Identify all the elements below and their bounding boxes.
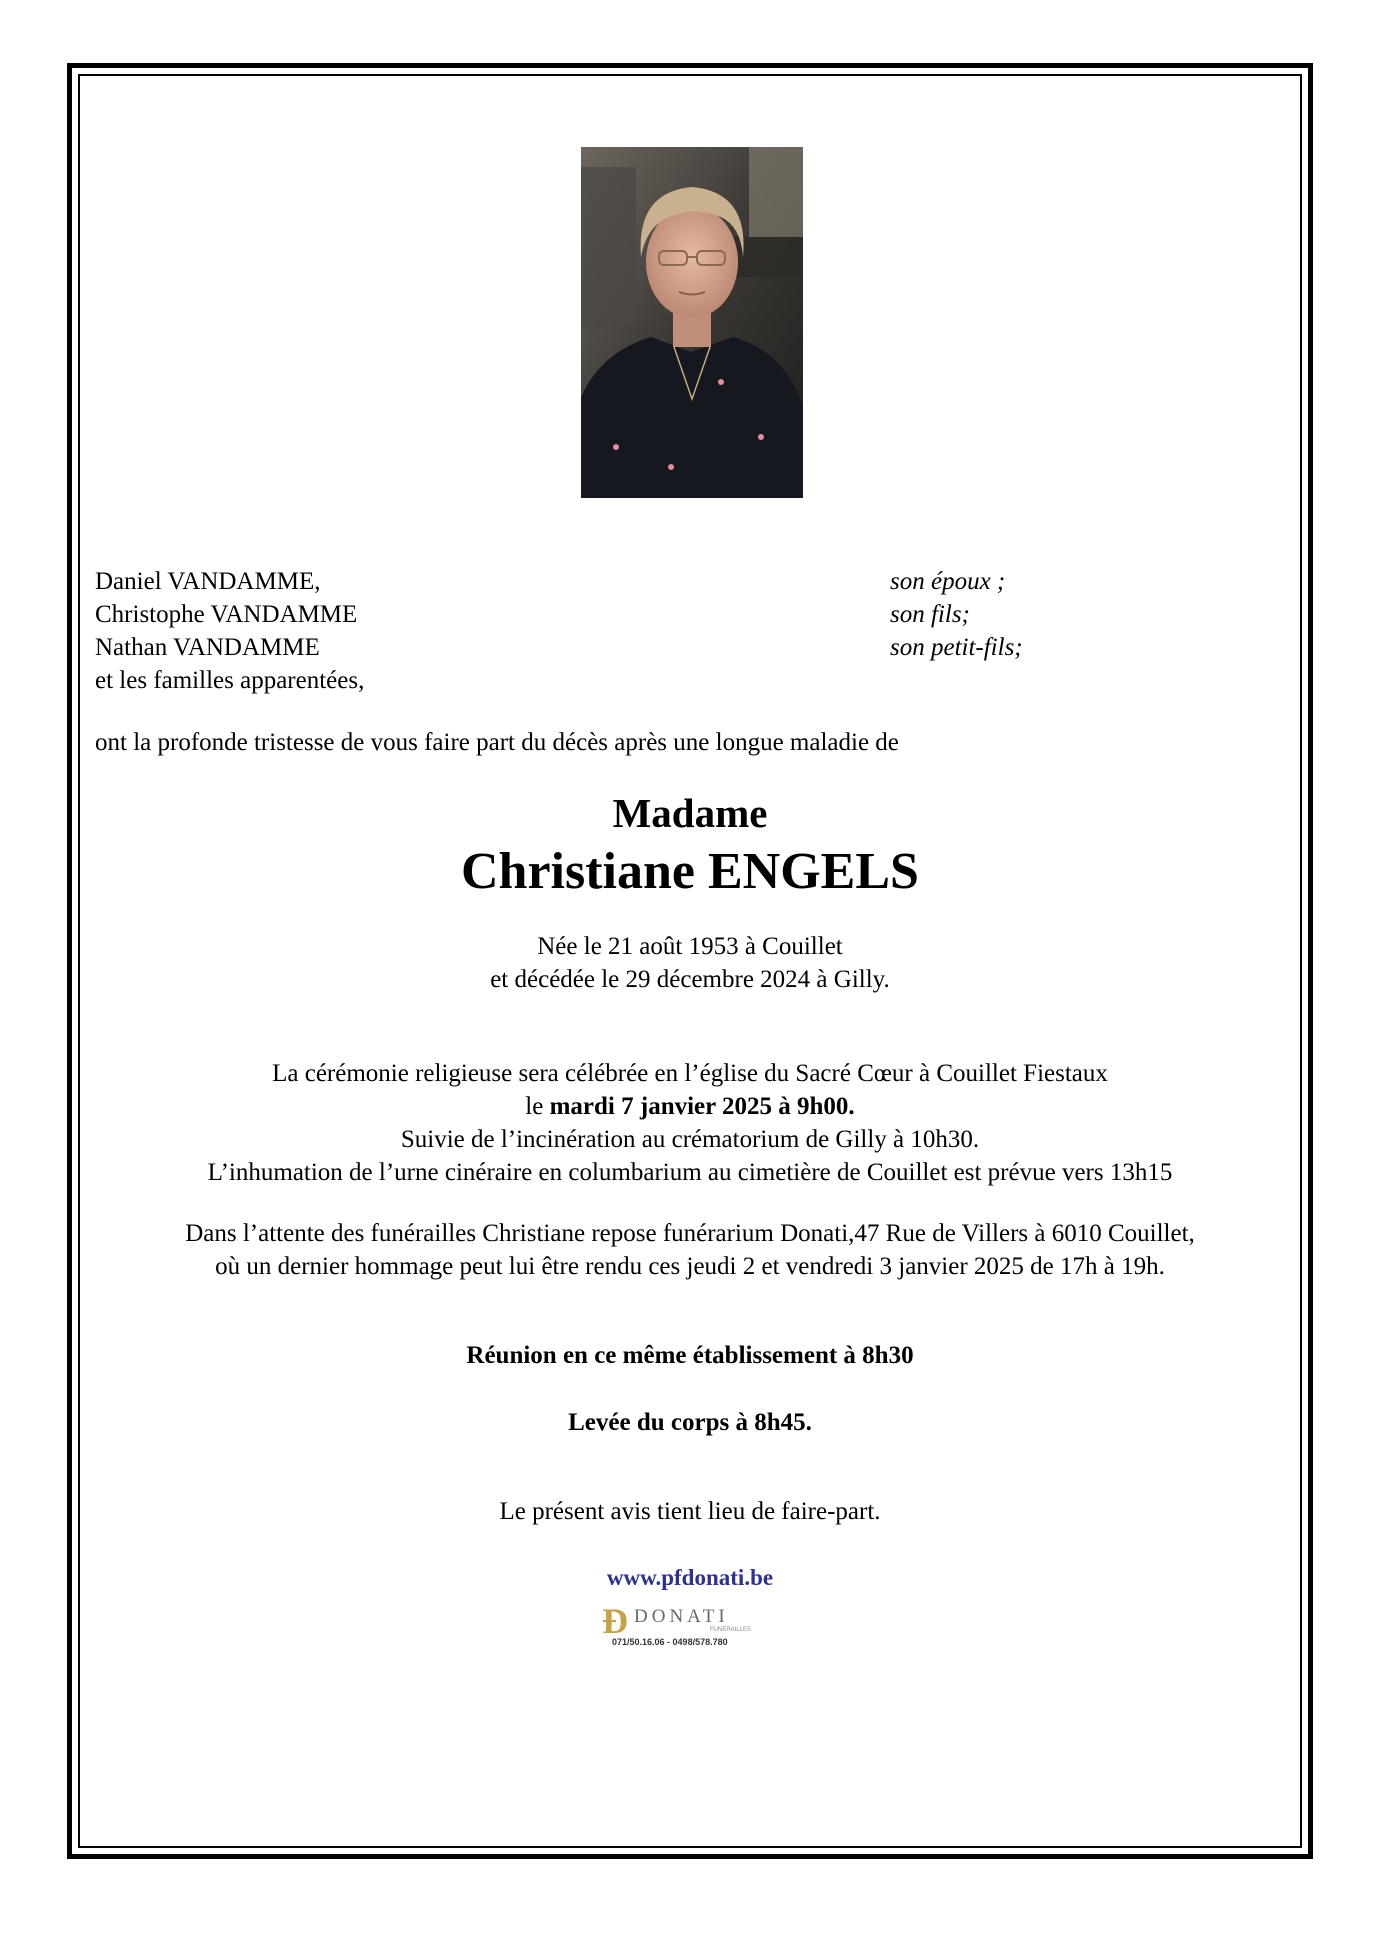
family-name: Christophe VANDAMME — [95, 601, 358, 628]
svg-text:Ð: Ð — [602, 1601, 628, 1641]
family-role: son époux ; — [890, 568, 1006, 595]
family-names — [95, 565, 364, 697]
ceremony-block — [79, 1057, 1301, 1189]
family-roles — [890, 565, 1023, 664]
visiting-hours-line: où un dernier hommage peut lui être rendu ces jeudi 2 et vendredi 3 janvier 2025 de 17h à 19h. — [215, 1253, 1165, 1280]
family-role: son petit-fils; — [890, 634, 1023, 661]
donati-logo — [600, 1601, 780, 1651]
reunion-line: Réunion en ce même établissement à 8h30 — [466, 1342, 914, 1369]
dates — [79, 930, 1301, 996]
death-line: et décédée le 29 décembre 2024 à Gilly. — [490, 966, 890, 993]
cremation-line: Suivie de l’incinération au crématorium de Gilly à 10h30. — [400, 1126, 980, 1153]
birth-line: Née le 21 août 1953 à Couillet — [537, 933, 843, 960]
logo-brand: DONATI — [634, 1606, 729, 1627]
logo-phones: 071/50.16.06 - 0498/578.780 — [612, 1637, 728, 1647]
honorific: Madame — [612, 790, 768, 836]
logo-sub: FUNÉRAILLES — [710, 1627, 752, 1633]
ceremony-line: La cérémonie religieuse sera célébrée en l’église du Sacré Cœur à Couillet Fiestaux — [272, 1060, 1108, 1087]
intro-text: ont la profonde tristesse de vous faire part du décès après une longue maladie de — [95, 729, 899, 756]
burial-line: L’inhumation de l’urne cinéraire en columbarium au cimetière de Couillet est prévue vers 13h15 — [207, 1159, 1173, 1186]
family-role: son fils; — [890, 601, 970, 628]
ceremony-date-line — [79, 1090, 1301, 1123]
website-link[interactable]: www.pfdonati.be — [606, 1565, 774, 1590]
family-name: et les familles apparentées, — [95, 667, 365, 694]
notice-line: Le présent avis tient lieu de faire-part. — [499, 1498, 881, 1525]
levee-line: Levée du corps à 8h45. — [568, 1409, 812, 1436]
funeral-home-line: Dans l’attente des funérailles Christiane repose funérarium Donati,47 Rue de Villers à 6010 Couillet, — [185, 1220, 1195, 1247]
family-name: Nathan VANDAMME — [95, 634, 320, 661]
ceremony-date: mardi 7 janvier 2025 à 9h00. — [549, 1093, 855, 1120]
family-name: Daniel VANDAMME, — [95, 568, 321, 595]
deceased-name: Christiane ENGELS — [461, 843, 919, 900]
rest-block — [79, 1217, 1301, 1283]
ceremony-date-prefix: le — [525, 1093, 550, 1120]
portrait-photo — [581, 147, 803, 498]
